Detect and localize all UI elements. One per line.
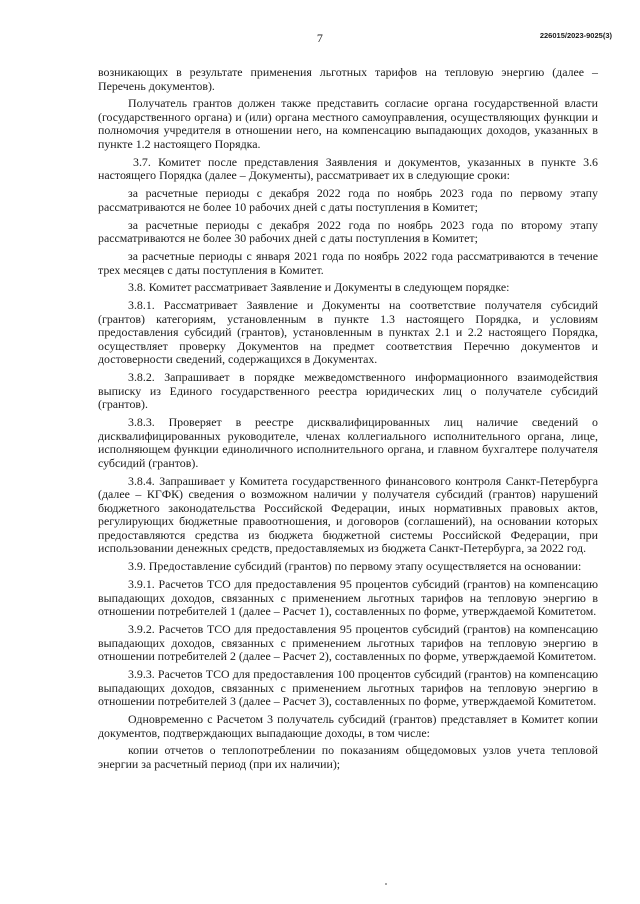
document-id: 226015/2023-9025(3) bbox=[539, 31, 612, 40]
paragraph-3-8: 3.8. Комитет рассматривает Заявление и Документы в следующем порядке: bbox=[128, 280, 510, 295]
paragraph-3-7: 3.7. Комитет после представления Заявления и документов, указанных в пункте 3.6 настоящего Порядка (далее – Документы), рассматривает их в следующие сроки: bbox=[98, 154, 598, 183]
paragraph-3-8-3: 3.8.3. Проверяет в реестре дисквалифицированных лиц наличие сведений о дисквалифицированных руководителе, членах коллегиального исполнительного органа, лице, исполняющем функции единоличного исполнительного органа, и главном бухгалтере получателя субсидий (грантов). bbox=[98, 415, 598, 470]
paragraph-term-stage-1: за расчетные периоды с декабря 2022 года по ноябрь 2023 года по первому этапу рассматриваются не более 10 рабочих дней с даты поступления в Комитет; bbox=[98, 186, 598, 214]
paragraph-term-stage-2: за расчетные периоды с декабря 2022 года по ноябрь 2023 года по второму этапу рассматриваются не более 30 рабочих дней с даты поступления в Комитет; bbox=[98, 217, 598, 246]
paragraph-continuation: возникающих в результате применения льготных тарифов на тепловую энергию (далее – Перечень документов). bbox=[98, 65, 598, 93]
paragraph-3-8-2: 3.8.2. Запрашивает в порядке межведомственного информационного взаимодействия выписку из Единого государственного реестра юридических лиц о получателе субсидий (грантов). bbox=[98, 370, 598, 412]
scan-speck bbox=[385, 883, 387, 885]
paragraph-3-9-1: 3.9.1. Расчетов ТСО для предоставления 95 процентов субсидий (грантов) на компенсацию выпадающих доходов, связанных с применением льготных тарифов на тепловую энергию в отношении потребителей 1 (далее – Расчет 1), составленных по форме, утверждаемой Комитетом. bbox=[98, 577, 598, 619]
paragraph-3-9-2: 3.9.2. Расчетов ТСО для предоставления 95 процентов субсидий (грантов) на компенсацию выпадающих доходов, связанных с применением льготных тарифов на тепловую энергию в отношении потребителей 2 (далее – Расчет 2), составленных по форме, утверждаемой Комитетом. bbox=[98, 622, 598, 664]
paragraph-supporting-docs: Одновременно с Расчетом 3 получатель субсидий (грантов) представляет в Комитет копии документов, подтверждающих выпадающие доходы, в том числе: bbox=[98, 711, 598, 740]
paragraph-3-9: 3.9. Предоставление субсидий (грантов) по первому этапу осуществляется на основании: bbox=[128, 559, 582, 574]
paragraph-term-2021-2022: за расчетные периоды с января 2021 года по ноябрь 2022 года рассматриваются в течение трех месяцев с даты поступления в Комитет. bbox=[98, 249, 598, 277]
page-number: 7 bbox=[316, 31, 324, 45]
paragraph-3-9-3: 3.9.3. Расчетов ТСО для предоставления 100 процентов субсидий (грантов) на компенсацию выпадающих доходов, связанных с применением льготных тарифов на тепловую энергию в отношении потребителей 3 (далее – Расчет 3), составленных по форме, утверждаемой Комитетом. bbox=[98, 667, 598, 709]
document-body bbox=[98, 66, 598, 771]
paragraph-3-8-1: 3.8.1. Рассматривает Заявление и Документы на соответствие получателя субсидий (грантов) категориям, установленным в пункте 1.3 настоящего Порядка, и условиям предоставления субсидий (грантов), установленным в пунктах 2.1 и 2.2 настоящего Порядка, осуществляет проверку Документов на предмет соответствия Перечню документов и достоверности сведений, содержащихся в Документах. bbox=[98, 298, 598, 367]
paragraph-heat-reports: копии отчетов о теплопотреблении по показаниям общедомовых узлов учета тепловой энергии за расчетный период (при их наличии); bbox=[98, 743, 598, 771]
paragraph-3-8-4: 3.8.4. Запрашивает у Комитета государственного финансового контроля Санкт-Петербурга (далее – КГФК) сведения о возможном наличии у получателя субсидий (грантов) нарушений бюджетного законодательства Российской Федерации, иных нормативных правовых актов, регулирующих бюджетные правоотношения, и договоров (соглашений), на основании которых предоставляются средства из бюджета бюджетной системы Российской Федерации, при использовании денежных средств, предоставляемых из бюджета Санкт-Петербурга, за 2022 год. bbox=[98, 473, 598, 556]
paragraph-consent: Получатель грантов должен также представить согласие органа государственной власти (государственного органа) и (или) органа местного самоуправления, осуществляющих функции и полномочия учредителя в отношении него, на компенсацию выпадающих доходов, указанных в пункте 1.2 настоящего Порядка. bbox=[98, 96, 598, 152]
